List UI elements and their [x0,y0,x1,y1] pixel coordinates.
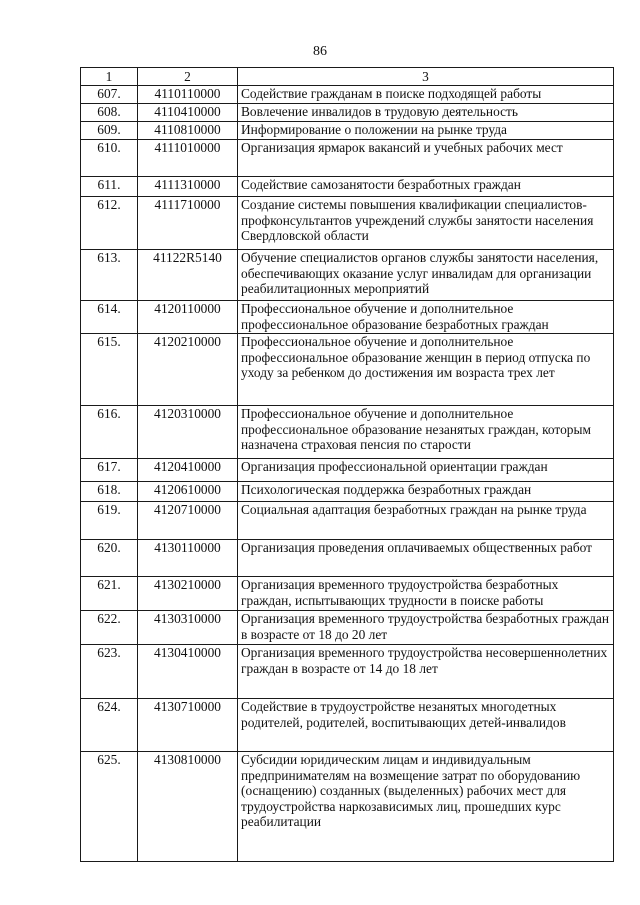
table-row [81,104,614,122]
row-code-cell: 4120410000 [138,459,238,482]
row-name-cell: Организация проведения оплачиваемых общественных работ [238,540,614,577]
table-row [81,86,614,104]
row-name-cell: Организация временного трудоустройства несовершеннолетних граждан в возрасте от 14 до 18 лет [238,645,614,699]
table-row [81,540,614,577]
row-code-cell: 41122R5140 [138,250,238,301]
row-name-cell: Профессиональное обучение и дополнительное профессиональное образование безработных граждан [238,301,614,334]
row-number-cell: 611. [81,177,138,197]
table-row [81,459,614,482]
row-number-cell: 624. [81,699,138,752]
table-row [81,502,614,540]
row-code-cell: 4120710000 [138,502,238,540]
table-row [81,645,614,699]
row-number-cell: 618. [81,482,138,502]
table-row [81,197,614,250]
row-number-cell: 610. [81,140,138,177]
row-number-cell: 620. [81,540,138,577]
row-number-cell: 621. [81,577,138,611]
row-code-cell: 4120210000 [138,334,238,406]
row-name-cell: Содействие самозанятости безработных граждан [238,177,614,197]
row-code-cell: 4111310000 [138,177,238,197]
table-row [81,406,614,459]
header-col-3: 3 [238,68,614,86]
row-code-cell: 4111710000 [138,197,238,250]
row-name-cell: Организация ярмарок вакансий и учебных рабочих мест [238,140,614,177]
table-row [81,611,614,645]
row-code-cell: 4110110000 [138,86,238,104]
row-number-cell: 617. [81,459,138,482]
row-number-cell: 613. [81,250,138,301]
row-number-cell: 615. [81,334,138,406]
row-number-cell: 625. [81,752,138,862]
table-row [81,250,614,301]
row-code-cell: 4130410000 [138,645,238,699]
table-row [81,122,614,140]
row-code-cell: 4130110000 [138,540,238,577]
row-number-cell: 616. [81,406,138,459]
row-code-cell: 4110410000 [138,104,238,122]
table-row [81,699,614,752]
row-number-cell: 622. [81,611,138,645]
row-name-cell: Организация временного трудоустройства безработных граждан, испытывающих трудности в поиске работы [238,577,614,611]
header-col-2: 2 [138,68,238,86]
header-col-1: 1 [81,68,138,86]
table-row [81,301,614,334]
row-number-cell: 614. [81,301,138,334]
row-number-cell: 609. [81,122,138,140]
row-number-cell: 612. [81,197,138,250]
classification-table [80,67,614,862]
row-number-cell: 623. [81,645,138,699]
page-number: 86 [313,44,327,59]
row-code-cell: 4130810000 [138,752,238,862]
row-name-cell: Содействие в трудоустройстве незанятых многодетных родителей, родителей, воспитывающих детей-инвалидов [238,699,614,752]
row-code-cell: 4110810000 [138,122,238,140]
table-row [81,334,614,406]
row-name-cell: Организация временного трудоустройства безработных граждан в возрасте от 18 до 20 лет [238,611,614,645]
row-name-cell: Субсидии юридическим лицам и индивидуальным предпринимателям на возмещение затрат по оборудованию (оснащению) созданных (выделенных) рабочих мест для трудоустройства наркозависимых лиц, прошедших курс реабилитации [238,752,614,862]
row-code-cell: 4130310000 [138,611,238,645]
row-name-cell: Профессиональное обучение и дополнительное профессиональное образование незанятых граждан, которым назначена страховая пенсия по старости [238,406,614,459]
table-header-row [81,68,614,86]
row-number-cell: 619. [81,502,138,540]
table-row [81,177,614,197]
row-name-cell: Организация профессиональной ориентации граждан [238,459,614,482]
row-number-cell: 607. [81,86,138,104]
table-row [81,577,614,611]
row-name-cell: Вовлечение инвалидов в трудовую деятельность [238,104,614,122]
row-code-cell: 4120310000 [138,406,238,459]
row-code-cell: 4120110000 [138,301,238,334]
table-row [81,752,614,862]
row-code-cell: 4130710000 [138,699,238,752]
row-name-cell: Информирование о положении на рынке труда [238,122,614,140]
table-body [81,86,614,862]
table-row [81,140,614,177]
table-row [81,482,614,502]
row-name-cell: Создание системы повышения квалификации специалистов-профконсультантов учреждений службы занятости населения Свердловской области [238,197,614,250]
row-number-cell: 608. [81,104,138,122]
row-name-cell: Профессиональное обучение и дополнительное профессиональное образование женщин в период отпуска по уходу за ребенком до достижения им возраста трех лет [238,334,614,406]
row-code-cell: 4120610000 [138,482,238,502]
row-code-cell: 4111010000 [138,140,238,177]
row-name-cell: Психологическая поддержка безработных граждан [238,482,614,502]
row-name-cell: Социальная адаптация безработных граждан на рынке труда [238,502,614,540]
row-name-cell: Обучение специалистов органов службы занятости населения, обеспечивающих оказание услуг инвалидам для организации реабилитационных мероприятий [238,250,614,301]
row-code-cell: 4130210000 [138,577,238,611]
row-name-cell: Содействие гражданам в поиске подходящей работы [238,86,614,104]
